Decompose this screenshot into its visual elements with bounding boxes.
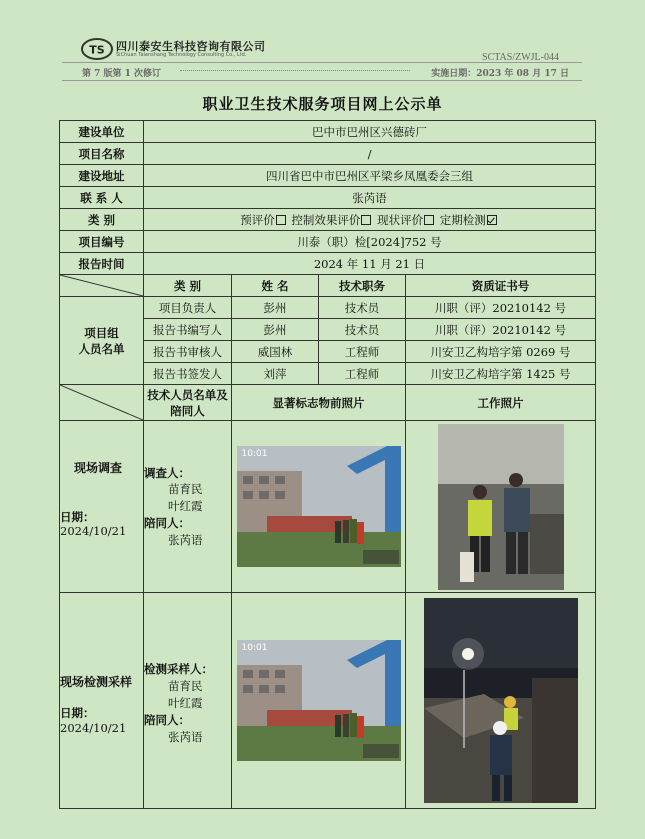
- checkbox-periodic[interactable]: [487, 215, 497, 225]
- photo-header-staff: 技术人员名单及陪同人: [144, 385, 232, 421]
- notice-table: [59, 120, 596, 809]
- table-cell: 技术员: [319, 319, 406, 341]
- document-code: SCTAS/ZWJL-044: [482, 52, 559, 63]
- table-cell: 工程师: [319, 341, 406, 363]
- page-title: 职业卫生技术服务项目网上公示单: [202, 95, 443, 113]
- table-cell: 刘萍: [232, 363, 319, 385]
- table-row: 报告书签发人: [144, 363, 232, 385]
- sampling-person-3: 张芮语: [168, 730, 203, 744]
- photo-timestamp: 10:01: [241, 643, 268, 653]
- sampling-date: 2024/10/21: [60, 721, 127, 735]
- sampling-person-1: 苗育民: [168, 679, 203, 693]
- contact-value: 张芮语: [144, 187, 596, 209]
- survey-title: 现场调查: [74, 461, 123, 475]
- photo-corner-cell: [60, 385, 144, 421]
- type-option-pre-eval: 预评价: [240, 212, 275, 227]
- survey-staff-cell: [144, 421, 232, 593]
- sampling-cell: [60, 593, 144, 809]
- checkbox-status-eval[interactable]: [424, 215, 434, 225]
- survey-role-investigator: 调查人：: [144, 466, 190, 480]
- revision-note: 第 7 版第 1 次修订: [82, 69, 162, 79]
- sampling-title: 现场检测采样: [60, 675, 133, 689]
- svg-text:TS: TS: [89, 43, 105, 57]
- work-photo-sampling: [424, 598, 578, 803]
- survey-date: 2024/10/21: [60, 524, 127, 538]
- table-cell: 川职（评）20210142 号: [406, 297, 596, 319]
- contact-label: 联 系 人: [60, 187, 144, 209]
- staff-group-line1: 项目组: [84, 325, 119, 340]
- implementation-date: 实施日期：2023 年 08 月 17 日: [431, 69, 569, 79]
- survey-person-1: 苗育民: [168, 482, 203, 496]
- checkbox-pre-eval[interactable]: [276, 215, 286, 225]
- report-time-label: 报告时间: [60, 253, 144, 275]
- sampling-person-2: 叶红霞: [168, 696, 203, 710]
- sampling-role-escort: 陪同人：: [144, 713, 190, 727]
- type-options: [144, 209, 596, 231]
- address-label: 建设地址: [60, 165, 144, 187]
- table-cell: 彭州: [232, 297, 319, 319]
- project-name-value: /: [144, 143, 596, 165]
- work-photo-survey: [438, 424, 564, 590]
- survey-person-2: 叶红霞: [168, 499, 203, 513]
- unit-label: 建设单位: [60, 121, 144, 143]
- sampling-landmark-photo-cell: [232, 593, 406, 809]
- table-cell: 威国林: [232, 341, 319, 363]
- header-rule: [62, 62, 582, 63]
- photo-timestamp: 10:01: [241, 449, 268, 459]
- landmark-photo: [237, 446, 401, 567]
- staff-corner-cell: [60, 275, 144, 297]
- table-cell: 技术员: [319, 297, 406, 319]
- table-cell: 彭州: [232, 319, 319, 341]
- company-name-en: SiChuan Taianshang Technology Consulting Co., Ltd.: [116, 52, 247, 58]
- header-rule-bottom: [62, 80, 582, 81]
- company-name: 四川泰安生科技咨询有限公司: [116, 40, 266, 53]
- table-cell: 川安卫乙构培字第 0269 号: [406, 341, 596, 363]
- photo-header-landmark: 显著标志物前照片: [232, 385, 406, 421]
- staff-group-line2: 人员名单: [78, 341, 125, 356]
- address-value: 四川省巴中市巴州区平梁乡凤凰委会三组: [144, 165, 596, 187]
- header-dotted-line: [180, 70, 410, 71]
- staff-header-cert: 资质证书号: [406, 275, 596, 297]
- sampling-date-label: 日期：: [60, 706, 95, 720]
- survey-role-escort: 陪同人：: [144, 516, 190, 530]
- table-row: 报告书编写人: [144, 319, 232, 341]
- table-row: 项目负责人: [144, 297, 232, 319]
- report-time-value: 2024 年 11 月 21 日: [144, 253, 596, 275]
- survey-landmark-photo-cell: [232, 421, 406, 593]
- sampling-work-photo-cell: [406, 593, 596, 809]
- type-label: 类 别: [60, 209, 144, 231]
- survey-cell: [60, 421, 144, 593]
- type-option-control-effect: 控制效果评价: [291, 212, 361, 227]
- staff-group-label: [60, 297, 144, 385]
- survey-date-label: 日期：: [60, 510, 95, 524]
- survey-person-3: 张芮语: [168, 533, 203, 547]
- survey-work-photo-cell: [406, 421, 596, 593]
- photo-header-work: 工作照片: [406, 385, 596, 421]
- company-logo-icon: [80, 36, 114, 62]
- staff-header-title: 技术职务: [319, 275, 406, 297]
- project-number-value: 川泰（职）检[2024]752 号: [144, 231, 596, 253]
- sampling-staff-cell: [144, 593, 232, 809]
- type-option-periodic: 定期检测: [439, 212, 486, 227]
- type-option-status-eval: 现状评价: [377, 212, 424, 227]
- landmark-photo: [237, 640, 401, 761]
- project-number-label: 项目编号: [60, 231, 144, 253]
- sampling-role-sampler: 检测采样人：: [144, 662, 213, 676]
- table-cell: 川职（评）20210142 号: [406, 319, 596, 341]
- table-row: 报告书审核人: [144, 341, 232, 363]
- document-header: [0, 0, 645, 90]
- table-cell: 工程师: [319, 363, 406, 385]
- project-name-label: 项目名称: [60, 143, 144, 165]
- table-cell: 川安卫乙构培字第 1425 号: [406, 363, 596, 385]
- checkbox-control-effect[interactable]: [361, 215, 371, 225]
- staff-header-type: 类 别: [144, 275, 232, 297]
- unit-value: 巴中市巴州区兴德砖厂: [144, 121, 596, 143]
- staff-header-name: 姓 名: [232, 275, 319, 297]
